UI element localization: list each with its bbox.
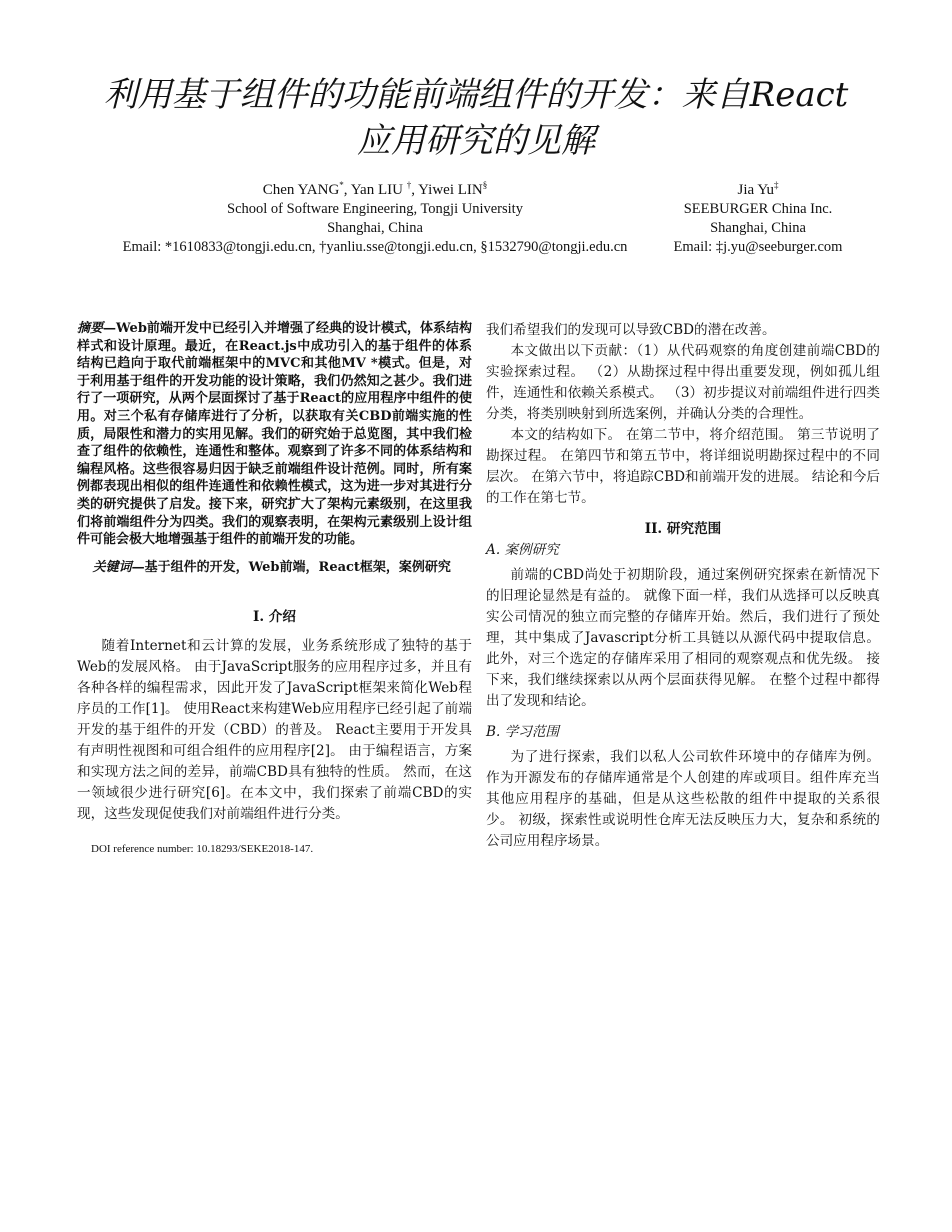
contributions-paragraph: 本文做出以下贡献：（1）从代码观察的角度创建前端CBD的实验探索过程。 （2）从勘探过程中得出重要发现，例如孤儿组件，连通性和依赖关系模式。 （3）初步提议对前端组件进行四类分类，将类别映射到所选案例，并确认分类的合理性。 <box>486 343 880 422</box>
author-email: Email: *1610833@tongji.edu.cn, †yanliu.sse@tongji.edu.cn, §1532790@tongji.edu.cn <box>122 239 628 255</box>
author-email-right: Email: ‡j.yu@seeburger.com <box>673 239 843 255</box>
intro-paragraph: 随着Internet和云计算的发展，业务系统形成了独特的基于Web的发展风格。 由于JavaScript服务的应用程序过多，并且有各种各样的编程需求，因此开发了JavaScript框架来简化Web程序员的工作[1]。 使用React来构建Web应用程序已经引起了前端开发的基于组件的开发（CBD）的普及。 React主要用于开发具有声明性视图和可组合组件的应用程序[2]。 由于编程语言，方案和实现方法之间的差异，前端CBD具有独特的性质。 然而，在这一领域很少进行研究[6]。在本文中，我们探索了前端CBD的实现，这些发现促使我们对前端组件进行分类。 <box>77 637 472 822</box>
keywords <box>77 559 472 577</box>
author-name-2: , Yan LIU <box>343 182 403 198</box>
doi-footnote: DOI reference number: 10.18293/SEKE2018-147. <box>91 842 314 855</box>
author-location: Shanghai, China <box>327 220 423 236</box>
right-column <box>486 320 880 852</box>
structure-paragraph: 本文的结构如下。 在第二节中，将介绍范围。 第三节说明了勘探过程。 在第四节和第五节中，将详细说明勘探过程中的不同层次。 在第六节中，将追踪CBD和前端开发的进展。 结论和今后的工作在第七节。 <box>486 427 880 506</box>
subsection-title-case-study: A. 案例研究 <box>486 542 559 558</box>
abstract-body: —Web前端开发中已经引入并增强了经典的设计模式，体系结构样式和设计原理。最近，在React.js中成功引入的基于组件的体系结构已趋向于取代前端框架中的MVC和其他MV *模式。但是，对于利用基于组件的开发功能的设计策略，我们仍然知之甚少。我们进行了一项研究，从两个层面探讨了基于React的应用程序中组件的使用。对三个私有存储库进行了分析，以获取有关CBD前端实施的性质，局限性和潜力的实用见解。我们的研究始于总览图，其中我们检查了组件的依赖性，连通性和整体。观察到了许多不同的体系结构和编程风格。这些很容易归因于缺乏前端组件设计范例。同时，所有案例都表现出相似的组件连通性和依赖性模式，这为进一步对其进行分类的研究提供了启发。接下来，研究扩大了架构元素级别，在这里我们将前端组件分为四类。我们的观察表明，在架构元素级别上设计组件可能会极大地增强基于组件的前端开发的功能。 <box>77 321 472 548</box>
author-location-right: Shanghai, China <box>710 220 806 236</box>
left-column <box>77 320 472 860</box>
keywords-lead: 关键词 <box>92 559 132 575</box>
author-name-4-line <box>648 176 868 200</box>
author-names <box>80 176 670 200</box>
author-name-4: Jia Yu <box>737 182 775 198</box>
case-study-paragraph: 前端的CBD尚处于初期阶段，通过案例研究探索在新情况下的旧理论显然是有益的。 就像下面一样，我们从选择可以反映真实公司情况的独立而完整的存储库开始。然后，我们进行了预处理，其中集成了Javascript分析工具链以从源代码中提取信息。 此外，对三个选定的存储库采用了相同的观察观点和优先级。 接下来，我们继续探索以从两个层面获得见解。 在整个过程中都得出了发现和结论。 <box>486 567 880 709</box>
abstract-lead: 摘要 <box>77 321 104 336</box>
author-mark-2: † <box>406 180 412 190</box>
title-line-2: 应用研究的见解 <box>357 121 595 161</box>
paper-title <box>40 72 912 164</box>
author-mark-1: * <box>339 180 344 190</box>
section-title-scope: II. 研究范围 <box>644 521 722 537</box>
study-scope-paragraph: 为了进行探索，我们以私人公司软件环境中的存储库为例。 作为开源发布的存储库通常是个人创建的库或项目。组件库充当其他应用程序的基础，但是从这些松散的组件中提取的关系很少。 初级，探索性或说明性仓库无法反映压力大，复杂和系统的公司应用程序场景。 <box>486 749 880 849</box>
author-block-right <box>648 176 868 257</box>
abstract <box>77 320 472 549</box>
author-block-left <box>80 176 670 257</box>
author-mark-3: § <box>482 180 488 190</box>
author-name-3: , Yiwei LIN <box>411 182 483 198</box>
title-line-1: 利用基于组件的功能前端组件的开发：来自React <box>103 75 849 115</box>
keywords-body: —基于组件的开发，Web前端，React框架，案例研究 <box>131 559 451 575</box>
author-affiliation-right: SEEBURGER China Inc. <box>683 201 833 217</box>
author-affiliation: School of Software Engineering, Tongji University <box>227 201 523 217</box>
author-name-1: Chen YANG <box>262 182 340 198</box>
author-mark-4: ‡ <box>774 180 779 190</box>
section-title-introduction: I. 介绍 <box>252 608 296 625</box>
continued-paragraph: 我们希望我们的发现可以导致CBD的潜在改善。 <box>486 322 776 338</box>
subsection-title-study-scope: B. 学习范围 <box>486 724 560 740</box>
